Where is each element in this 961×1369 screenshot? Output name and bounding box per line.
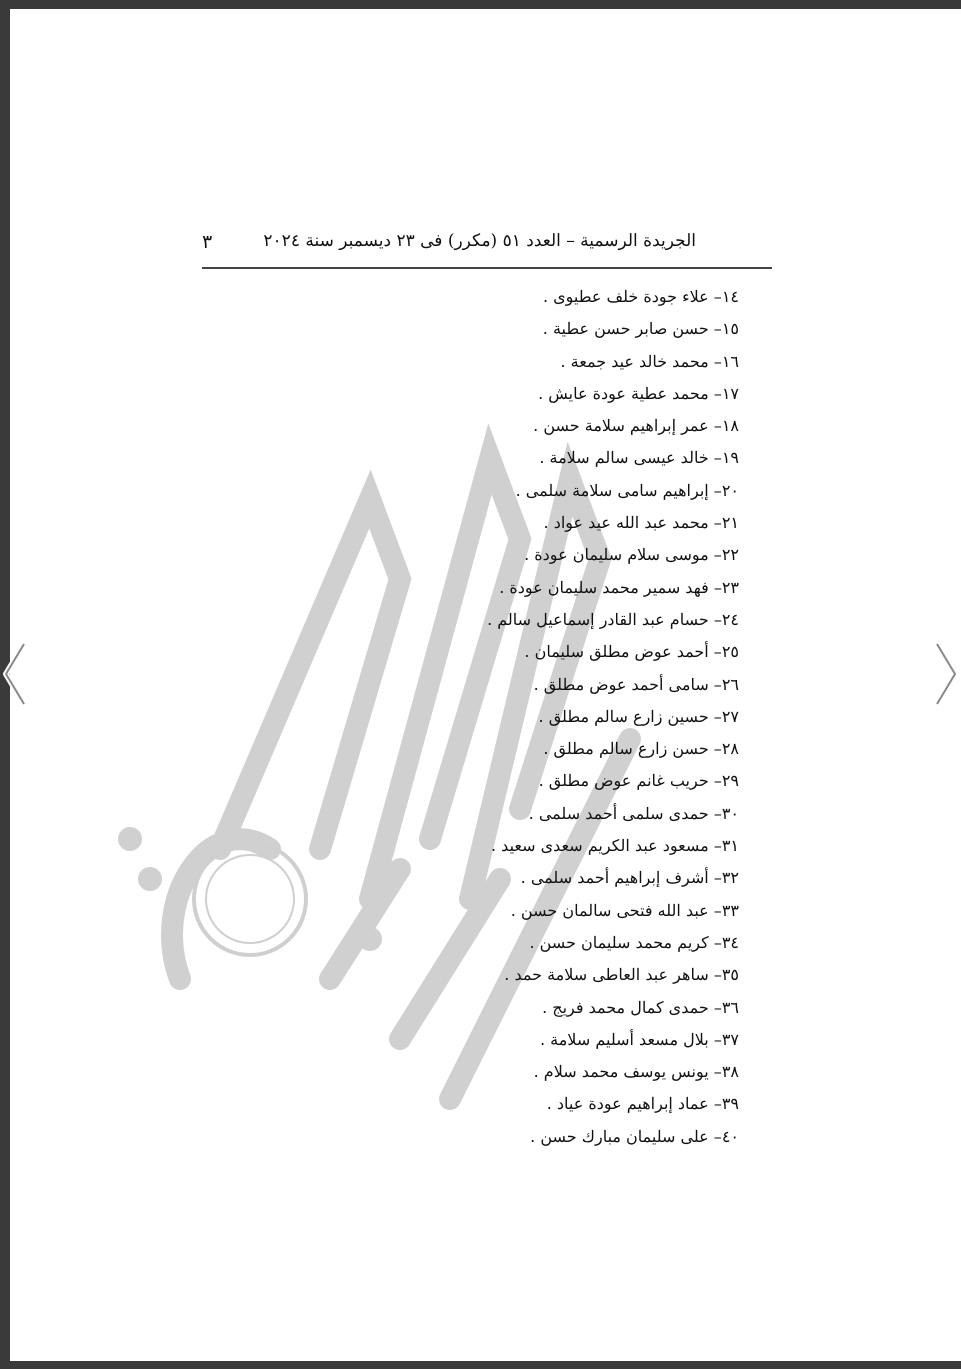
- list-item: ٣١– مسعود عبد الكريم سعدى سعيد .: [491, 836, 739, 856]
- list-item: ٣٠– حمدى سلمى أحمد سلمى .: [528, 803, 739, 823]
- list-item: ٢٥– أحمد عوض مطلق سليمان .: [524, 642, 739, 662]
- list-item: ٢٧– حسين زارع سالم مطلق .: [538, 706, 739, 726]
- list-item: ١٨– عمر إبراهيم سلامة حسن .: [533, 416, 739, 436]
- watermark: [70, 379, 890, 1159]
- list-item: ٣٦– حمدى كمال محمد فريج .: [542, 997, 739, 1017]
- chevron-left-icon[interactable]: [0, 634, 30, 714]
- list-item: ٣٥– ساهر عبد العاطى سلامة حمد .: [504, 965, 739, 985]
- list-item: ١٧– محمد عطية عودة عايش .: [538, 383, 739, 403]
- page-number: ٣: [202, 231, 213, 253]
- names-list: [487, 281, 739, 1153]
- list-item: ٢٦– سامى أحمد عوض مطلق .: [533, 674, 739, 694]
- list-item: ١٤– علاء جودة خلف عطيوى .: [542, 287, 739, 306]
- list-item: ١٦– محمد خالد عيد جمعة .: [560, 351, 739, 371]
- list-item: ٢١– محمد عبد الله عيد عواد .: [543, 513, 739, 533]
- chevron-right-icon[interactable]: [931, 634, 961, 714]
- list-item: ٣٢– أشرف إبراهيم أحمد سلمى .: [520, 868, 739, 888]
- list-item: ٢٢– موسى سلام سليمان عودة .: [524, 545, 739, 565]
- list-item: ٢٩– حريب غانم عوض مطلق .: [538, 771, 739, 791]
- list-item: ٣٤– كريم محمد سليمان حسن .: [529, 932, 739, 952]
- list-item: ٢٠– إبراهيم سامى سلامة سلمى .: [515, 480, 739, 500]
- list-item: ٣٧– بلال مسعد أسليم سلامة .: [539, 1029, 739, 1049]
- list-item: ١٩– خالد عيسى سالم سلامة .: [539, 448, 739, 468]
- gazette-title: الجريدة الرسمية – العدد ٥١ (مكرر) فى ٢٣ ديسمبر سنة ٢٠٢٤: [263, 231, 696, 251]
- list-item: ١٥– حسن صابر حسن عطية .: [542, 319, 739, 339]
- list-item: ٤٠– على سليمان مبارك حسن .: [530, 1126, 739, 1146]
- list-item: ٣٨– يونس يوسف محمد سلام .: [533, 1062, 739, 1082]
- list-item: ٣٩– عماد إبراهيم عودة عياد .: [546, 1094, 739, 1114]
- list-item: ٣٣– عبد الله فتحى سالمان حسن .: [510, 900, 739, 920]
- list-item: ٢٨– حسن زارع سالم مطلق .: [543, 739, 739, 759]
- document-page: [10, 9, 961, 1361]
- list-item: ٢٣– فهد سمير محمد سليمان عودة .: [499, 577, 739, 597]
- page-header: [202, 231, 772, 269]
- list-item: ٢٤– حسام عبد القادر إسماعيل سالم .: [487, 609, 739, 629]
